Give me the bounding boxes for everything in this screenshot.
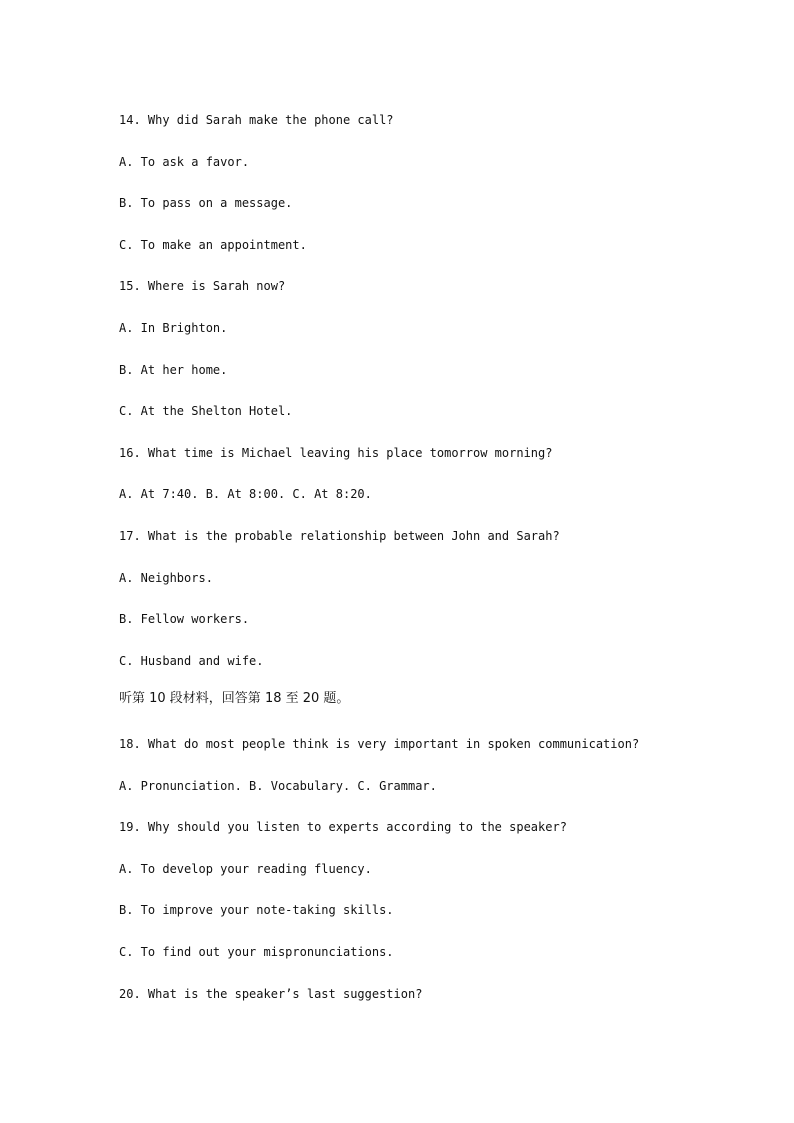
question-16: 16. What time is Michael leaving his place tomorrow morning? — [119, 446, 553, 460]
option-15-c: C. At the Shelton Hotel. — [119, 404, 293, 418]
option-19-a: A. To develop your reading fluency. — [119, 862, 372, 876]
question-17: 17. What is the probable relationship between John and Sarah? — [119, 529, 560, 543]
option-14-a: A. To ask a favor. — [119, 155, 250, 169]
option-19-c: C. To find out your mispronunciations. — [119, 945, 394, 959]
options-16: A. At 7:40. B. At 8:00. C. At 8:20. — [119, 487, 372, 501]
section-instruction: 听第 10 段材料，回答第 18 至 20 题。 — [119, 691, 350, 706]
option-17-a: A. Neighbors. — [119, 571, 213, 585]
option-19-b: B. To improve your note-taking skills. — [119, 903, 394, 917]
question-20: 20. What is the speaker’s last suggestion? — [119, 987, 423, 1001]
options-18: A. Pronunciation. B. Vocabulary. C. Grammar. — [119, 779, 437, 793]
option-15-b: B. At her home. — [119, 363, 228, 377]
question-15: 15. Where is Sarah now? — [119, 279, 286, 293]
option-14-b: B. To pass on a message. — [119, 196, 293, 210]
question-14: 14. Why did Sarah make the phone call? — [119, 113, 394, 127]
option-17-b: B. Fellow workers. — [119, 612, 250, 626]
question-18: 18. What do most people think is very important in spoken communication? — [119, 737, 640, 751]
option-15-a: A. In Brighton. — [119, 321, 228, 335]
question-19: 19. Why should you listen to experts according to the speaker? — [119, 820, 567, 834]
option-14-c: C. To make an appointment. — [119, 238, 307, 252]
option-17-c: C. Husband and wife. — [119, 654, 264, 668]
